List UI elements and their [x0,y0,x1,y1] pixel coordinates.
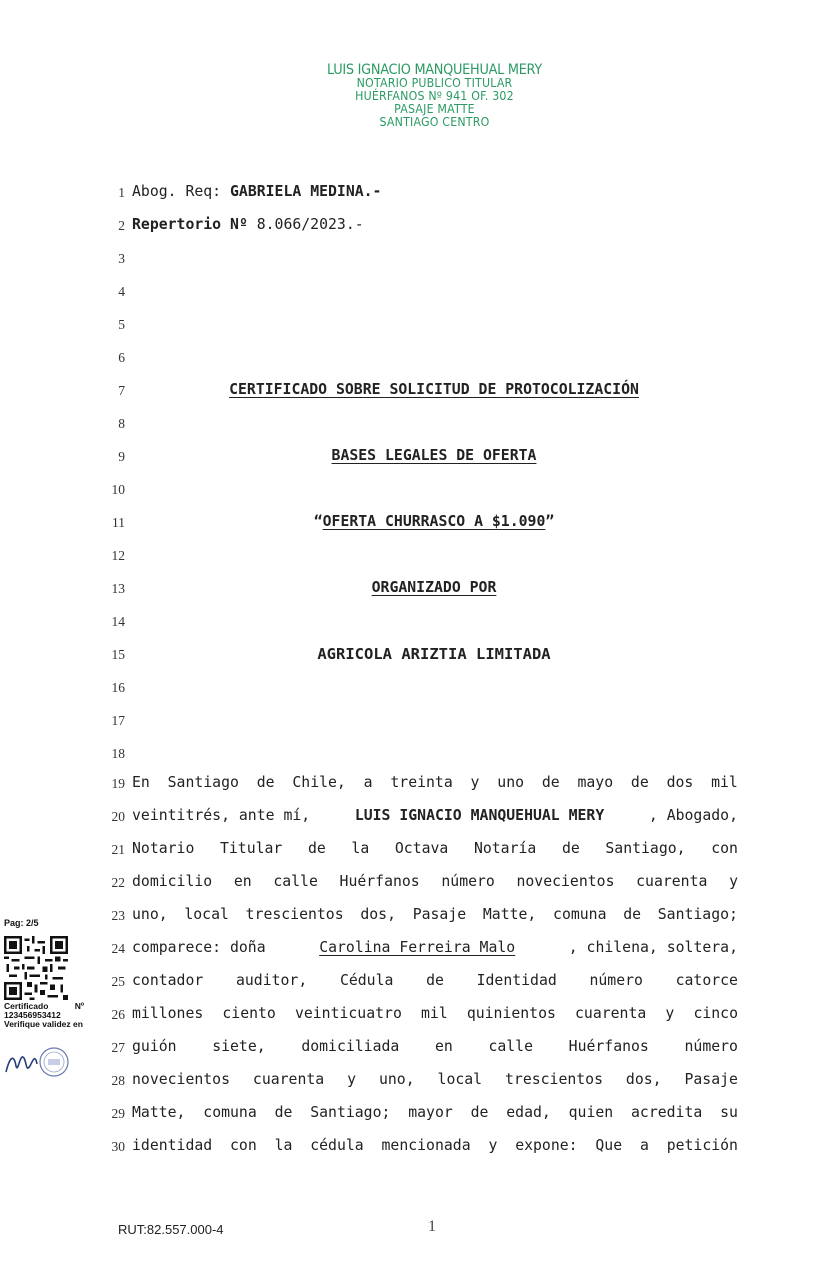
document-title: CERTIFICADO SOBRE SOLICITUD DE PROTOCOLIZACIÓN [229,381,639,398]
qr-code-icon[interactable] [4,936,68,1000]
line-number: 1 [118,185,125,200]
body-text: , Abogado, [648,807,738,824]
line-number: 13 [111,581,125,596]
body-text: , chilena, soltera, [568,939,738,956]
line-number: 30 [111,1139,125,1154]
line-number: 21 [111,842,125,857]
verify-label: Verifique validez en [4,1019,83,1029]
body-text: En Santiago de Chile, a treinta y uno de mayo de dos mil [132,774,738,791]
line-number: 3 [118,251,125,266]
stamp-line: NOTARIO PUBLICO TITULAR [356,76,513,90]
line-number: 12 [111,548,125,563]
line-number: 9 [118,449,125,464]
body-text: Notario Titular de la Octava Notaría de Santiago, con [132,840,738,857]
appearing-party-name: Carolina Ferreira Malo [319,939,516,956]
signature-seal-icon [2,1044,72,1080]
body-text: comparece: doña [132,939,266,956]
notary-name: LUIS IGNACIO MANQUEHUAL MERY [354,807,605,824]
body-text: contador auditor, Cédula de Identidad número catorce [132,972,738,989]
stamp-line: PASAJE MATTE [394,102,475,116]
certificate-block [4,1002,84,1029]
line-number: 11 [112,515,125,530]
line-number: 15 [111,647,125,662]
offer-name: OFERTA CHURRASCO A $1.090 [322,513,546,530]
organizer-name: AGRICOLA ARIZTIA LIMITADA [317,645,551,663]
body-text: guión siete, domiciliada en calle Huérfanos número [132,1038,738,1055]
body-text: novecientos cuarenta y uno, local trescientos dos, Pasaje [132,1071,738,1088]
certificate-label: Certificado [4,1001,49,1011]
quote-open: “ [313,513,323,530]
line-number: 29 [111,1106,125,1121]
line-number: 26 [111,1007,125,1022]
repertorio-label: Repertorio Nº [132,216,248,233]
line-number: 10 [111,482,125,497]
line-number: 8 [118,416,125,431]
line-number: 4 [118,284,125,299]
certificate-number: 123456953412 [4,1010,61,1020]
repertorio-value: 8.066/2023.- [256,216,364,233]
body-text: domicilio en calle Huérfanos número novecientos cuarenta y [132,873,738,890]
line-number: 24 [111,941,125,956]
stamp-line: HUÉRFANOS Nº 941 OF. 302 [355,89,514,103]
line-number: 2 [118,218,125,233]
body-text: Matte, comuna de Santiago; mayor de edad, quien acredita su [132,1104,738,1121]
requester-label: Abog. Req: [132,183,222,200]
line-number: 18 [111,746,125,761]
line-number: 17 [111,713,125,728]
line-number: 16 [111,680,125,695]
organized-by-heading: ORGANIZADO POR [371,579,497,596]
quote-close: ” [545,513,555,530]
line-number: 28 [111,1073,125,1088]
body-text: uno, local trescientos dos, Pasaje Matte, comuna de Santiago; [132,906,738,923]
body-text: identidad con la cédula mencionada y expone: Que a petición [132,1137,738,1154]
rut-number: RUT:82.557.000-4 [118,1222,224,1237]
line-number: 6 [118,350,125,365]
document-subtitle: BASES LEGALES DE OFERTA [331,447,537,464]
body-text: millones ciento veinticuatro mil quinientos cuarenta y cinco [132,1005,738,1022]
stamp-line: SANTIAGO CENTRO [379,115,490,129]
certificate-no-label: Nº [74,1001,84,1011]
line-number: 19 [111,776,125,791]
line-number: 14 [111,614,125,629]
line-number: 7 [118,383,125,398]
body-text: veintitrés, ante mí, [132,807,311,824]
line-number: 20 [111,809,125,824]
line-number: 5 [118,317,125,332]
line-number: 25 [111,974,125,989]
line-number: 23 [111,908,125,923]
page-indicator: Pag: 2/5 [4,918,39,928]
notary-stamp [0,64,829,129]
page-number: 1 [428,1218,436,1235]
requester-name: GABRIELA MEDINA.- [230,183,382,200]
stamp-line: LUIS IGNACIO MANQUEHUAL MERY [326,62,543,78]
line-number: 27 [111,1040,125,1055]
line-number: 22 [111,875,125,890]
